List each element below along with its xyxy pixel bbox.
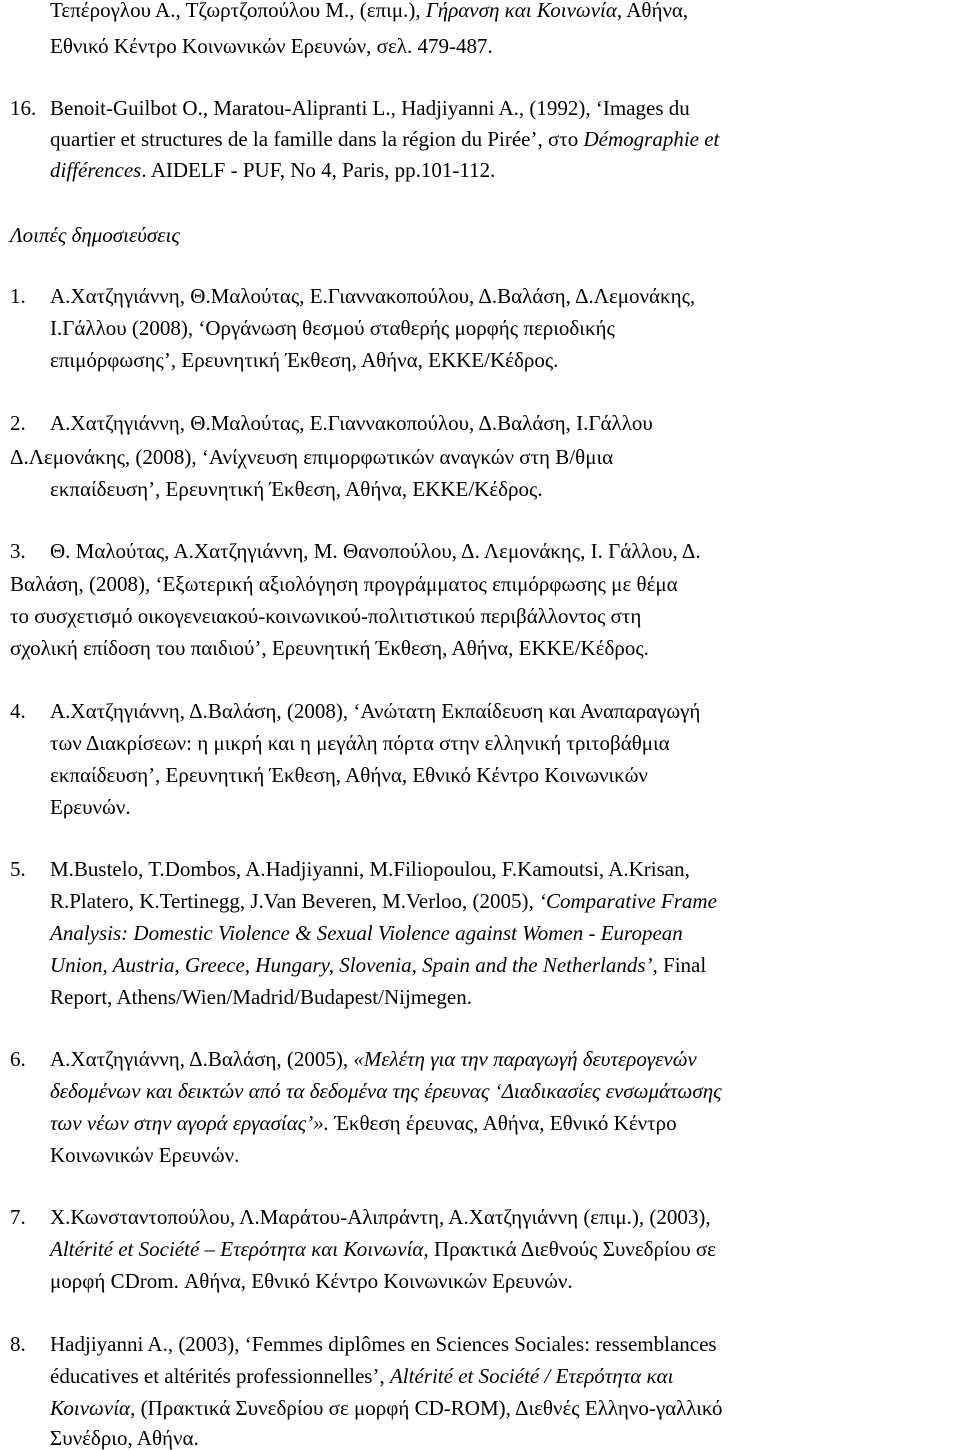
ref16-line3 xyxy=(50,160,495,181)
item-number: 1. xyxy=(10,284,26,308)
item-text: Final xyxy=(657,953,707,977)
item-text: éducatives et altérités professionnelles’, xyxy=(50,1364,390,1388)
item-line: Α.Χατζηγιάννη, Δ.Βαλάση, (2008), ‘Ανώτατη Εκπαίδευση και Αναπαραγωγή xyxy=(50,699,701,723)
item-text: Α.Χατζηγιάννη, Δ.Βαλάση, (2005), xyxy=(50,1047,354,1071)
ref16-publisher: . AIDELF - PUF, No 4, Paris, pp.101-112. xyxy=(141,158,496,182)
item-line: Θ. Μαλούτας, Α.Χατζηγιάννη, Μ. Θανοπούλου, Δ. Λεμονάκης, Ι. Γάλλου, Δ. xyxy=(50,539,701,563)
ref15-book-title: Γήρανση και Κοινωνία xyxy=(425,0,617,22)
ref16-book-title: Démographie et xyxy=(583,127,720,151)
item-line: Χ.Κωνσταντοπούλου, Λ.Μαράτου-Αλιπράντη, Α.Χατζηγιάννη (επιμ.), (2003), xyxy=(50,1205,711,1229)
ref16-line2 xyxy=(50,129,719,150)
item-line: Ι.Γάλλου (2008), ‘Οργάνωση θεσμού σταθερής μορφής περιοδικής xyxy=(50,316,615,340)
item-title: ‘Comparative Frame xyxy=(539,889,717,913)
item-text: Πρακτικά Διεθνούς Συνεδρίου σε xyxy=(428,1237,716,1261)
item-number: 7. xyxy=(10,1205,26,1229)
item-text: R.Platero, K.Tertinegg, J.Van Beveren, M.Verloo, (2005), xyxy=(50,889,540,913)
item-title-line: Analysis: Domestic Violence & Sexual Violence against Women - European xyxy=(50,921,683,945)
item-title-line: δεδομένων και δεικτών από τα δεδομένα της έρευνας ‘Διαδικασίες ενσωμάτωσης xyxy=(50,1079,722,1103)
item-number: 5. xyxy=(10,857,26,881)
item-title: Altérité et Société / Ετερότητα και xyxy=(389,1364,674,1388)
item-number: 2. xyxy=(10,411,26,435)
ref15-text-end: , Αθήνα, xyxy=(616,0,689,22)
section-heading: Λοιπές δημοσιεύσεις xyxy=(10,223,180,247)
item-line xyxy=(50,1049,697,1070)
item-line: M.Bustelo, T.Dombos, A.Hadjiyanni, M.Filiopoulou, F.Kamoutsi, A.Krisan, xyxy=(50,857,690,881)
item-number: 8. xyxy=(10,1332,26,1356)
ref16-text: quartier et structures de la famille dans la région du Pirée’, στο xyxy=(50,127,584,151)
item-line xyxy=(50,1113,677,1134)
item-line: Δ.Λεμονάκης, (2008), ‘Ανίχνευση επιμορφωτικών αναγκών στη Β/θμια xyxy=(10,445,614,469)
item-line: Κοινωνικών Ερευνών. xyxy=(50,1143,240,1167)
item-line xyxy=(50,1366,673,1387)
item-line xyxy=(50,1239,716,1260)
item-line: των Διακρίσεων: η μικρή και η μεγάλη πόρτα στην ελληνική τριτοβάθμια xyxy=(50,731,670,755)
item-line: Α.Χατζηγιάννη, Θ.Μαλούτας, Ε.Γιαννακοπούλου, Δ.Βαλάση, Ι.Γάλλου xyxy=(50,411,653,435)
item-line: επιμόρφωσης’, Ερευνητική Έκθεση, Αθήνα, ΕΚΚΕ/Κέδρος. xyxy=(50,348,559,372)
item-line: εκπαίδευση’, Ερευνητική Έκθεση, Αθήνα, Εθνικό Κέντρο Κοινωνικών xyxy=(50,763,648,787)
item-line: μορφή CDrom. Αθήνα, Εθνικό Κέντρο Κοινωνικών Ερευνών. xyxy=(50,1269,573,1293)
item-line: Ερευνών. xyxy=(50,795,131,819)
item-number: 3. xyxy=(10,539,26,563)
item-number: 4. xyxy=(10,699,26,723)
item-line: σχολική επίδοση του παιδιού’, Ερευνητική Έκθεση, Αθήνα, ΕΚΚΕ/Κέδρος. xyxy=(10,636,649,660)
item-line: εκπαίδευση’, Ερευνητική Έκθεση, Αθήνα, ΕΚΚΕ/Κέδρος. xyxy=(50,477,543,501)
item-number: 6. xyxy=(10,1047,26,1071)
item-line xyxy=(50,955,706,976)
ref15-text: Τεπέρογλου Α., Τζωρτζοπούλου Μ., (επιμ.), xyxy=(50,0,426,22)
item-line: το συσχετισμό οικογενειακού-κοινωνικού-πολιτιστικού περιβάλλοντος στη xyxy=(10,604,642,628)
item-title: «Μελέτη για την παραγωγή δευτερογενών xyxy=(353,1047,697,1071)
ref16-book-title-cont: différences xyxy=(50,158,142,182)
item-title: Altérité et Société – Ετερότητα και Κοινωνία, xyxy=(50,1237,429,1261)
item-title: Κοινωνία xyxy=(50,1396,131,1420)
item-line xyxy=(50,1398,723,1419)
ref15-line1 xyxy=(50,0,941,21)
item-line: Συνέδριο, Αθήνα. xyxy=(50,1426,199,1450)
ref16-number: 16. xyxy=(10,96,37,120)
item-line: Α.Χατζηγιάννη, Θ.Μαλούτας, Ε.Γιαννακοπούλου, Δ.Βαλάση, Δ.Λεμονάκης, xyxy=(50,284,696,308)
item-line: Report, Athens/Wien/Madrid/Budapest/Nijmegen. xyxy=(50,985,472,1009)
item-title: Union, Austria, Greece, Hungary, Slovenia, Spain and the Netherlands’, xyxy=(50,953,658,977)
ref16-line1: Benoit-Guilbot O., Maratou-Alipranti L., Hadjiyanni A., (1992), ‘Images du xyxy=(50,96,690,120)
item-text: , (Πρακτικά Συνεδρίου σε μορφή CD-ROM), Διεθνές Ελληνο-γαλλικό xyxy=(130,1396,723,1420)
item-line: Βαλάση, (2008), ‘Εξωτερική αξιολόγηση προγράμματος επιμόρφωσης με θέμα xyxy=(10,572,678,596)
item-text: Έκθεση έρευνας, Αθήνα, Εθνικό Κέντρο xyxy=(329,1111,677,1135)
item-line: Hadjiyanni A., (2003), ‘Femmes diplômes en Sciences Sociales: ressemblances xyxy=(50,1332,717,1356)
item-line xyxy=(50,891,717,912)
item-title: των νέων στην αγορά εργασίας’». xyxy=(50,1111,330,1135)
ref15-line2: Εθνικό Κέντρο Κοινωνικών Ερευνών, σελ. 479-487. xyxy=(50,34,493,58)
